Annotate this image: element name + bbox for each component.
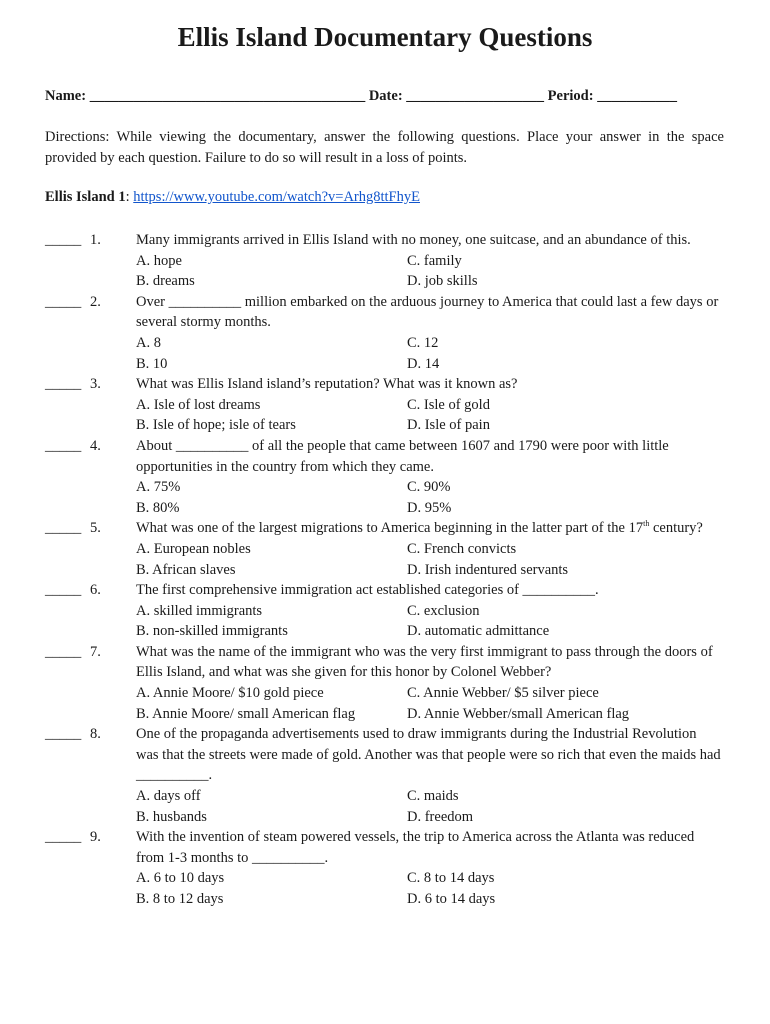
- question-list: [45, 230, 735, 910]
- question-text-end: century?: [649, 520, 703, 537]
- question-text: [136, 518, 721, 539]
- video-reference: [45, 189, 420, 206]
- question-number: 9.: [90, 829, 101, 846]
- option-b: B. 8 to 12 days: [136, 891, 224, 907]
- option-c: C. French convicts: [407, 540, 517, 557]
- answer-options: [136, 251, 735, 292]
- option-a: A. European nobles: [136, 540, 251, 557]
- option-b: B. husbands: [136, 808, 207, 825]
- page-title: Ellis Island Documentary Questions: [177, 22, 593, 52]
- question-text: One of the propaganda advertisements used to draw immigrants during the Industrial Revolution was that the streets were made of gold. Another was that people were so rich that even the maids had __________.: [136, 726, 721, 784]
- option-d: D. 14: [407, 355, 440, 372]
- question-number: 8.: [90, 726, 101, 743]
- answer-options: [136, 683, 735, 724]
- answer-options: [136, 868, 735, 909]
- question-number: 7.: [90, 643, 101, 660]
- option-c: C. 12: [407, 334, 439, 351]
- question-4: [45, 436, 735, 518]
- option-c: C. exclusion: [407, 602, 480, 619]
- period-label: Period:: [547, 88, 594, 104]
- ordinal-suffix: th: [643, 519, 650, 529]
- question-number: 5.: [90, 520, 101, 537]
- option-d: D. 95%: [407, 499, 452, 516]
- directions-text: Directions: While viewing the documentary, answer the following questions. Place your answer in the space provided by each question. Failure to do so will result in a loss of points.: [45, 129, 724, 166]
- question-number: 2.: [90, 293, 101, 310]
- option-d: D. automatic admittance: [407, 623, 550, 640]
- option-d: D. Annie Webber/small American flag: [407, 705, 630, 722]
- answer-blank[interactable]: _____: [45, 829, 82, 846]
- option-c: C. Isle of gold: [407, 396, 490, 413]
- answer-blank[interactable]: _____: [45, 520, 82, 537]
- option-d: D. Isle of pain: [407, 417, 490, 434]
- option-b: B. African slaves: [136, 561, 236, 578]
- option-a: A. days off: [136, 788, 201, 805]
- option-b: B. Annie Moore/ small American flag: [136, 705, 356, 722]
- answer-blank[interactable]: _____: [45, 582, 82, 599]
- question-2: [45, 292, 735, 374]
- question-5: [45, 518, 735, 580]
- answer-options: [136, 786, 735, 827]
- date-blank: ___________________: [406, 88, 545, 104]
- question-text: About __________ of all the people that came between 1607 and 1790 were poor with little opportunities in the country from which they came.: [136, 437, 669, 475]
- question-9: [45, 827, 735, 909]
- option-a: A. 6 to 10 days: [136, 870, 225, 887]
- video-colon: :: [125, 189, 130, 205]
- answer-blank[interactable]: _____: [45, 726, 82, 743]
- option-c: C. Annie Webber/ $5 silver piece: [407, 685, 599, 702]
- option-d: D. Irish indentured servants: [407, 561, 569, 578]
- question-8: [45, 724, 735, 827]
- option-d: D. 6 to 14 days: [407, 891, 496, 907]
- question-6: [45, 580, 735, 642]
- answer-blank[interactable]: _____: [45, 376, 82, 393]
- question-text: What was the name of the immigrant who was the very first immigrant to pass through the doors of Ellis Island, and what was she given for this honor by Colonel Webber?: [136, 643, 713, 681]
- student-info-line: [45, 88, 725, 105]
- option-a: A. 75%: [136, 479, 181, 496]
- question-number: 6.: [90, 582, 101, 599]
- answer-options: [136, 477, 735, 518]
- answer-options: [136, 395, 735, 436]
- date-label: Date:: [368, 88, 403, 104]
- option-b: B. 10: [136, 355, 168, 372]
- question-number: 3.: [90, 376, 101, 393]
- question-text: Many immigrants arrived in Ellis Island with no money, one suitcase, and an abundance of this.: [136, 232, 691, 248]
- option-d: D. job skills: [407, 273, 478, 290]
- answer-blank[interactable]: _____: [45, 232, 82, 248]
- option-c: C. 90%: [407, 479, 451, 496]
- option-c: C. 8 to 14 days: [407, 870, 495, 887]
- question-1: [45, 230, 735, 292]
- answer-blank[interactable]: _____: [45, 437, 82, 454]
- question-text: The first comprehensive immigration act established categories of __________.: [136, 582, 599, 599]
- answer-options: [136, 539, 735, 580]
- option-b: B. non-skilled immigrants: [136, 623, 288, 640]
- option-a: A. Annie Moore/ $10 gold piece: [136, 685, 324, 702]
- answer-options: [136, 333, 735, 374]
- question-text-main: What was one of the largest migrations to America beginning in the latter part of the 17: [136, 520, 644, 537]
- name-label: Name:: [45, 88, 87, 104]
- question-text: With the invention of steam powered vessels, the trip to America across the Atlanta was reduced from 1-3 months to __________.: [136, 829, 695, 866]
- option-c: C. maids: [407, 788, 459, 805]
- option-a: A. 8: [136, 334, 161, 351]
- name-blank: ______________________________________: [89, 88, 366, 104]
- option-b: B. Isle of hope; isle of tears: [136, 417, 296, 434]
- question-number: 1.: [90, 232, 101, 248]
- video-link[interactable]: https://www.youtube.com/watch?v=Arhg8ttFhyE: [133, 189, 420, 205]
- answer-blank[interactable]: _____: [45, 293, 82, 310]
- option-c: C. family: [407, 252, 462, 269]
- question-3: [45, 374, 735, 436]
- question-number: 4.: [90, 437, 101, 454]
- question-text: Over __________ million embarked on the arduous journey to America that could last a few days or several stormy months.: [136, 293, 719, 331]
- period-blank: ___________: [597, 88, 677, 104]
- option-a: A. Isle of lost dreams: [136, 396, 261, 413]
- option-b: B. dreams: [136, 273, 195, 290]
- answer-blank[interactable]: _____: [45, 643, 82, 660]
- video-label: Ellis Island 1: [45, 189, 126, 205]
- option-d: D. freedom: [407, 808, 474, 825]
- question-text: What was Ellis Island island’s reputation? What was it known as?: [136, 376, 518, 393]
- question-7: [45, 642, 735, 724]
- option-a: A. hope: [136, 252, 182, 269]
- option-a: A. skilled immigrants: [136, 602, 263, 619]
- option-b: B. 80%: [136, 499, 180, 516]
- answer-options: [136, 601, 735, 642]
